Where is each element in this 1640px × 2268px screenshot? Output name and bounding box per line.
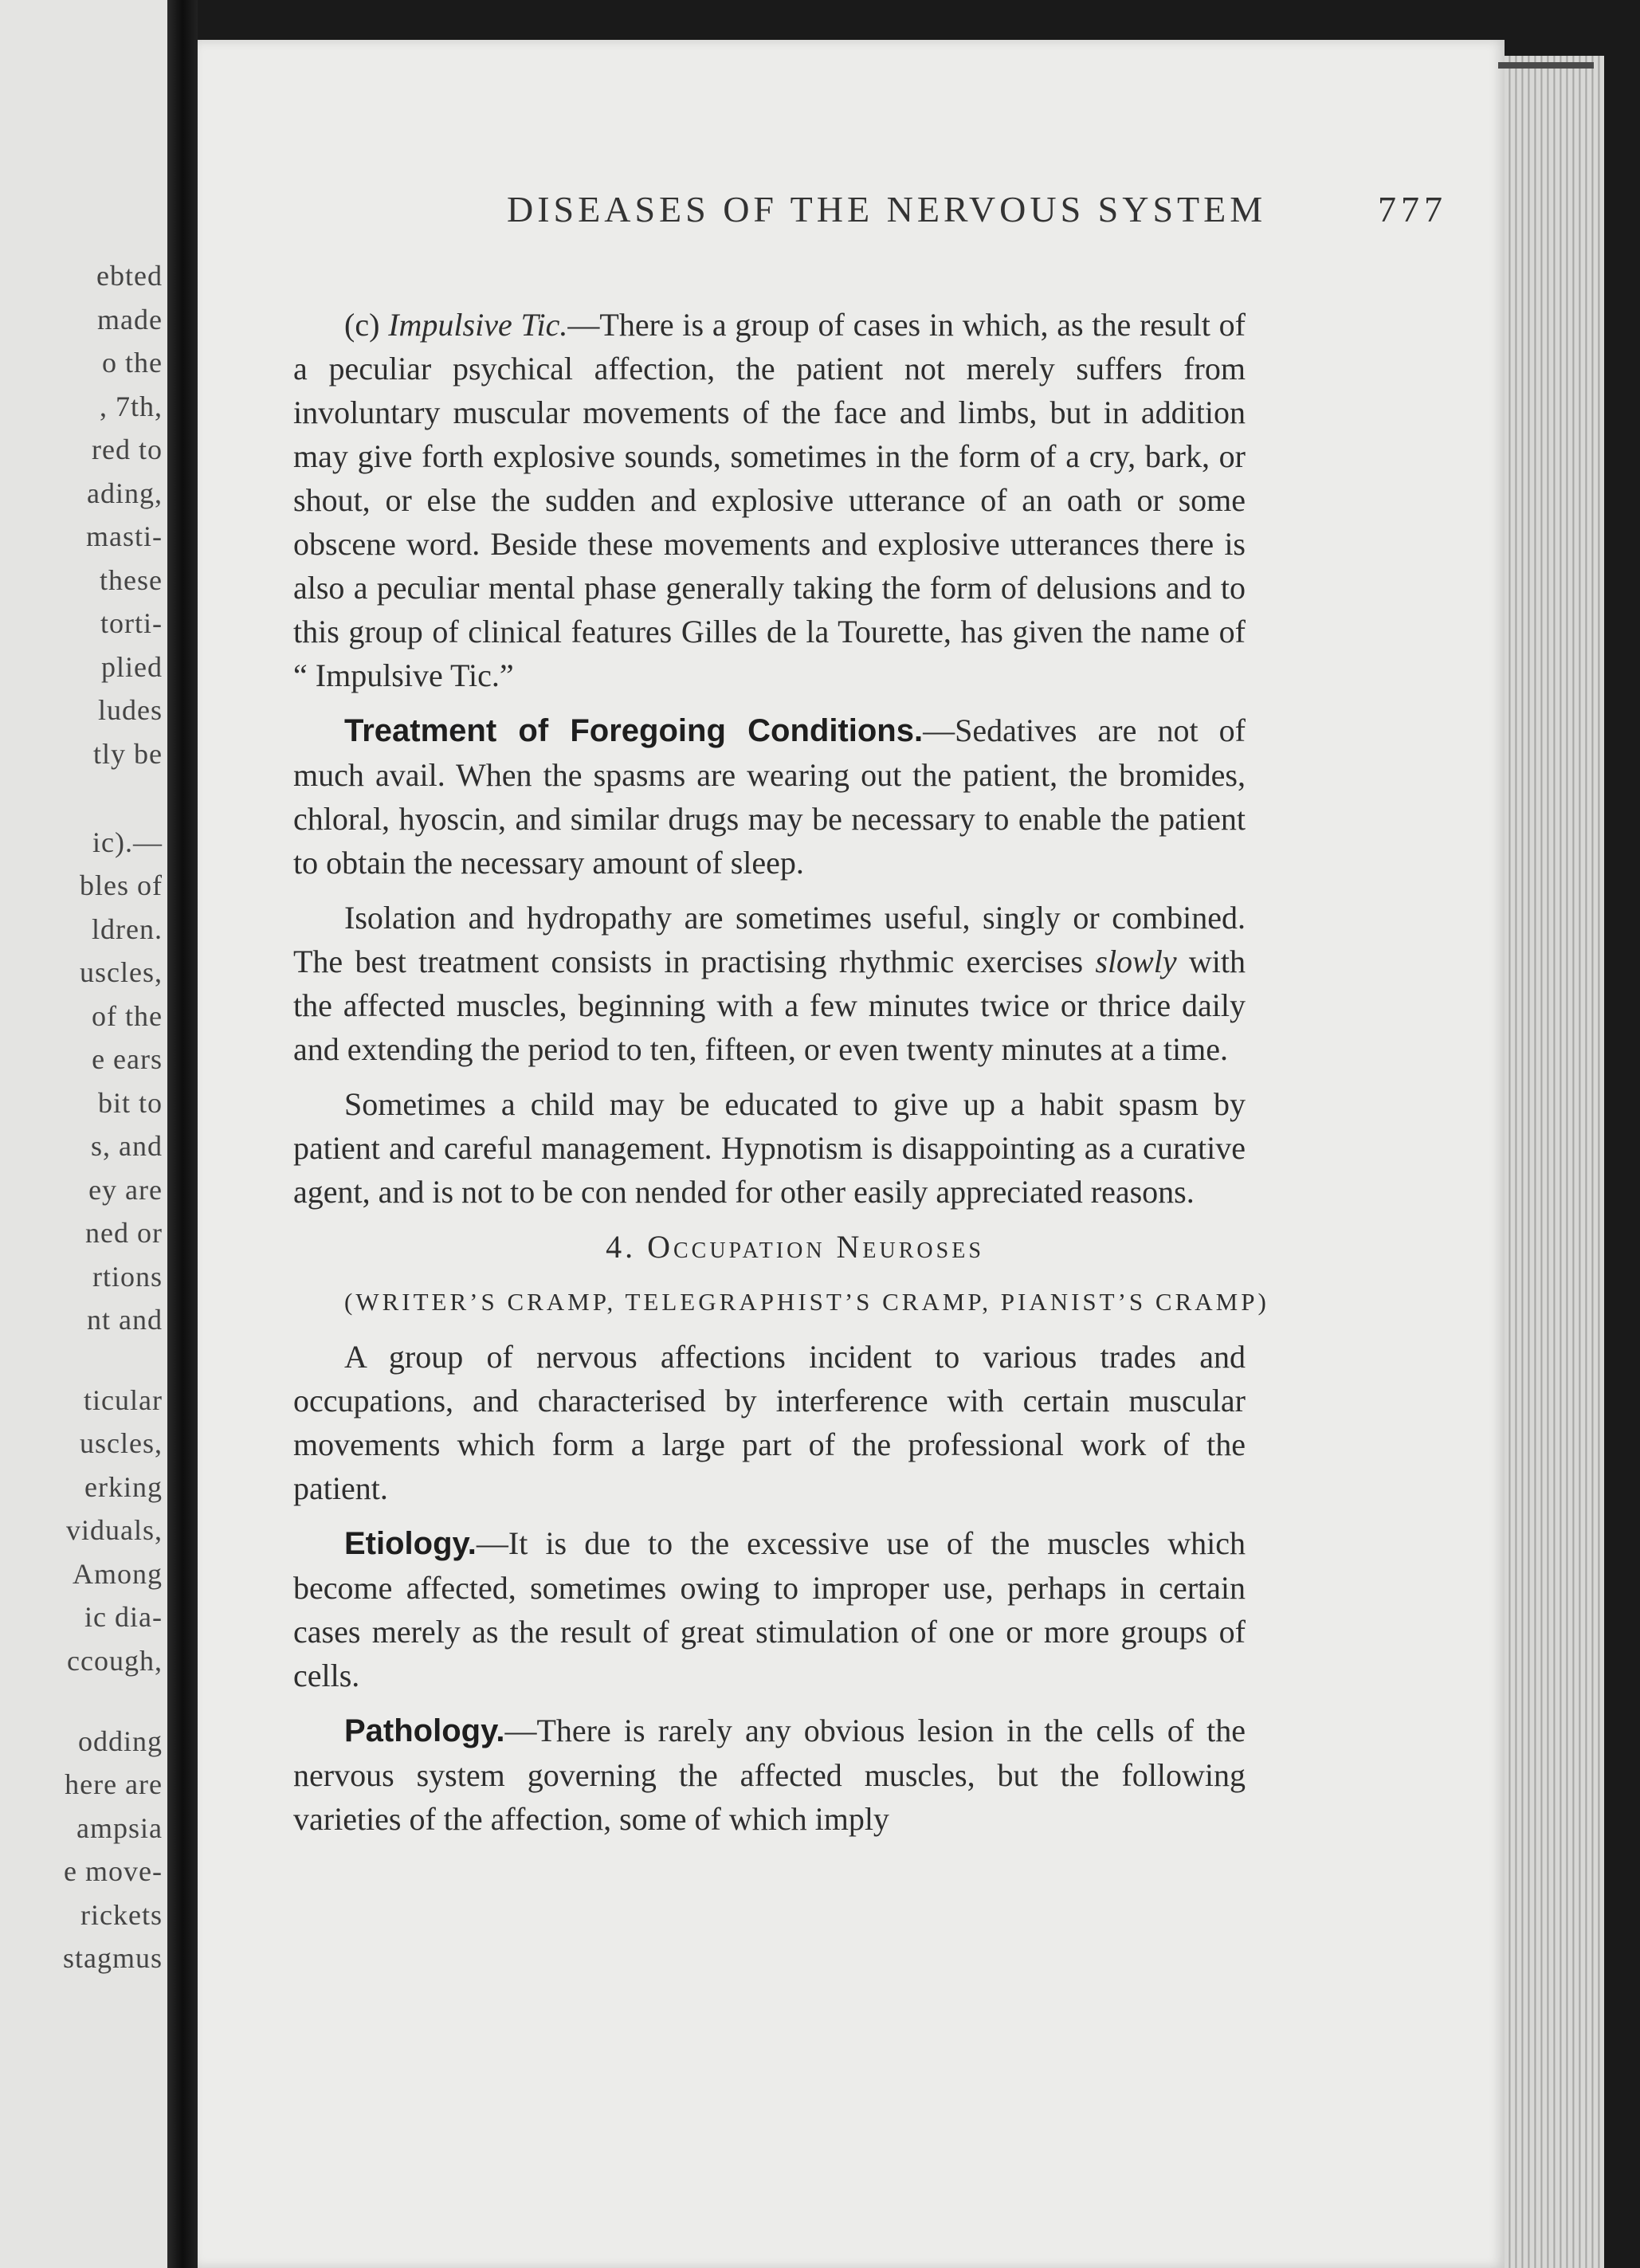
- page-777: [198, 40, 1505, 2268]
- paragraph-text: with the affected muscles, beginning with a few minutes twice or thrice daily and extending the period to ten, fifteen, or even twenty minutes at a time.: [293, 944, 1246, 1067]
- left-page-fragment: rickets: [80, 1899, 163, 1931]
- heading-etiology: Etiology.: [344, 1526, 477, 1561]
- item-label: (c): [344, 307, 389, 343]
- left-page-fragment: e move-: [64, 1855, 163, 1887]
- left-page-fragment: ampsia: [77, 1812, 163, 1844]
- left-page-fragment: tly be: [93, 738, 163, 770]
- left-page-fragment: stagmus: [62, 1942, 163, 1974]
- left-page-fragment: ading,: [87, 477, 163, 509]
- left-page-fragment: Among: [73, 1558, 163, 1590]
- left-page-fragment: red to: [92, 434, 163, 465]
- left-page-fragment: bles of: [80, 869, 163, 901]
- left-page-fragment: masti-: [86, 520, 163, 552]
- left-page-fragment: these: [100, 564, 163, 596]
- left-page-fragment: bit to: [97, 1087, 163, 1119]
- left-page-fragment: ned or: [85, 1217, 163, 1249]
- paragraph-pathology: [293, 1709, 1246, 1841]
- section-subtitle: (WRITER’S CRAMP, TELEGRAPHIST’S CRAMP, PIANIST’S CRAMP): [344, 1288, 1269, 1316]
- left-page-fragment: rtions: [92, 1261, 163, 1293]
- left-page-fragment: ccough,: [67, 1645, 163, 1677]
- book-gutter: [167, 0, 198, 2268]
- left-page-fragment: ic).—: [92, 826, 163, 858]
- left-page-fragment: torti-: [100, 607, 163, 639]
- left-facing-page: [0, 0, 167, 2268]
- left-page-fragment: of the: [92, 1000, 163, 1032]
- left-page-fragment: made: [97, 304, 163, 335]
- emphasis-slowly: slowly: [1095, 944, 1177, 979]
- paragraph-text: —There is rarely any obvious lesion in the cells of the nervous system governing the affected muscles, but the following varieties of the affection, some of which imply: [293, 1713, 1246, 1837]
- left-page-fragment: ic dia-: [84, 1601, 163, 1633]
- heading-treatment: Treatment of Foregoing Conditions.: [344, 713, 924, 748]
- left-page-fragment: ticular: [84, 1384, 163, 1416]
- left-page-fragment: odding: [77, 1725, 163, 1757]
- paragraph-text: —It is due to the excessive use of the muscles which become affected, sometimes owing to improper use, perhaps in certain cases merely as the result of great stimulation of one or more groups of cells.: [293, 1525, 1246, 1693]
- paragraph-etiology: [293, 1521, 1246, 1697]
- paragraph-isolation: [293, 896, 1246, 1071]
- page-edges: [1505, 56, 1604, 2268]
- paragraph-habit-spasm: [293, 1082, 1246, 1214]
- page-number: 777: [1378, 189, 1447, 230]
- left-page-fragment: ldren.: [92, 913, 163, 945]
- paragraph-text: Isolation and hydropathy are sometimes useful, singly or combined. The best treatment consists in practising rhythmic exercises: [293, 900, 1246, 979]
- left-page-fragment: o the: [102, 347, 163, 379]
- section-title: 4. Occupation Neuroses: [606, 1229, 984, 1265]
- left-page-fragment: s, and: [91, 1130, 163, 1162]
- paragraph-text: Sometimes a child may be educated to give up a habit spasm by patient and careful management. Hypnotism is disappointing as a curative agent, and is not to be con nended for other easily appreciated reasons.: [293, 1086, 1246, 1210]
- left-page-fragment: ludes: [98, 694, 163, 726]
- paragraph-impulsive-tic: [293, 303, 1246, 697]
- left-page-fragment: ey are: [88, 1174, 163, 1206]
- page-edges-shadow: [1498, 62, 1594, 69]
- left-page-fragment: ebted: [96, 260, 163, 292]
- left-page-fragment: plied: [101, 651, 163, 683]
- header-title: DISEASES OF THE NERVOUS SYSTEM: [507, 189, 1267, 230]
- left-page-fragment: , 7th,: [99, 390, 163, 422]
- paragraph-text: —There is a group of cases in which, as the result of a peculiar psychical affection, the patient not merely suffers from involuntary muscular movements of the face and limbs, but in addition may give forth explosive sounds, sometimes in the form of a cry, bark, or shout, or else the sudden and explosive utterance of an oath or some obscene word. Beside these movements and explosive utterances there is also a peculiar mental phase generally taking the form of delusions and to this group of clinical features Gilles de la Tourette, has given the name of “ Impulsive Tic.”: [293, 307, 1246, 693]
- running-header: [507, 188, 1447, 236]
- paragraph-text: A group of nervous affections incident to various trades and occupations, and characterised by interference with certain muscular movements which form a large part of the professional work of the patient.: [293, 1339, 1246, 1506]
- left-page-fragment: uscles,: [80, 956, 163, 988]
- paragraph-definition: [293, 1335, 1246, 1510]
- paragraph-treatment: [293, 708, 1246, 885]
- left-page-fragment: here are: [65, 1768, 163, 1800]
- paragraph-text: —Sedatives are not of much avail. When the spasms are wearing out the patient, the bromides, chloral, hyoscin, and similar drugs may be necessary to enable the patient to obtain the necessary amount of sleep.: [293, 712, 1246, 881]
- left-page-fragment: viduals,: [66, 1514, 163, 1546]
- heading-pathology: Pathology.: [344, 1713, 505, 1748]
- left-page-fragment: nt and: [87, 1304, 163, 1336]
- term-impulsive-tic: Impulsive Tic.: [388, 307, 568, 343]
- left-page-fragment: uscles,: [80, 1427, 163, 1459]
- body-text: [293, 303, 1269, 1852]
- left-page-fragment: e ears: [92, 1043, 163, 1075]
- left-page-fragment: erking: [84, 1471, 163, 1503]
